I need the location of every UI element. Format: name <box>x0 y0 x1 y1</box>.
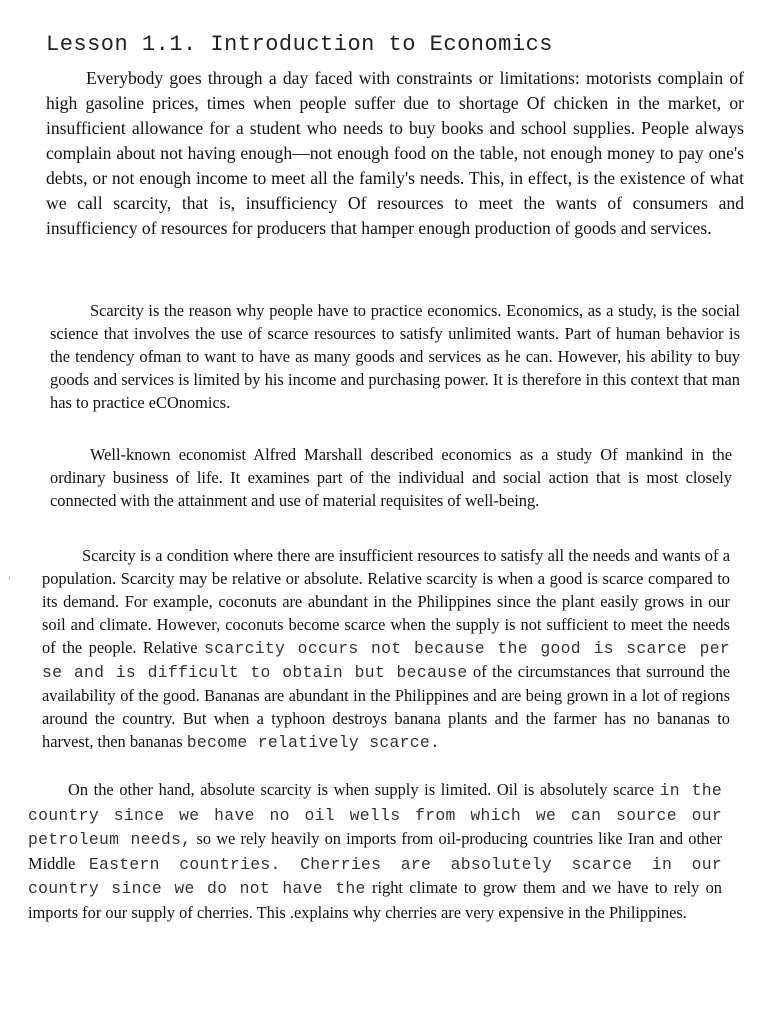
paragraph-marshall: Well-known economist Alfred Marshall described economics as a study Of mankind in the ordinary business of life. It examines part of the individual and social action that is most closely connected with the attainment and use of material requisites of well-being. <box>50 445 732 510</box>
absolute-scarcity-text-d: Eastern countries. Cherries are absolutely scarce in our country since we do not have the <box>28 854 722 899</box>
paragraph-absolute-scarcity <box>28 778 722 925</box>
paragraph-relative-scarcity <box>42 544 730 754</box>
stray-mark: ' <box>8 576 11 587</box>
absolute-scarcity-text-b: in the country since we have no oil wells from which we can source our petroleum needs, <box>28 781 722 850</box>
absolute-scarcity-text-e: right climate to grow them and we have to rely on imports for our supply of cherries. This <box>28 878 722 922</box>
relative-scarcity-text-d: become relatively scarce. <box>186 733 441 752</box>
paragraph-intro: Everybody goes through a day faced with constraints or limitations: motorists complain of high gasoline prices, times when people suffer due to shortage Of chicken in the market, or insufficient allowance for a student who needs to buy books and school supplies. People always complain about not having enough—not enough food on the table, not enough money to pay one's debts, or not enough income to meet all the family's needs. This, in effect, is the existence of what we call scarcity, that is, insufficiency Of resources to meet the wants of consumers and insufficiency of resources for producers that hamper enough production of goods and services. <box>46 68 744 238</box>
relative-scarcity-text-b: scarcity occurs not because the good is scarce per se and is difficult to obtain but because <box>42 639 730 682</box>
absolute-scarcity-text-f: .explains why cherries are very expensive in the Philippines. <box>289 902 687 922</box>
lesson-title: Lesson 1.1. Introduction to Economics <box>46 32 553 57</box>
absolute-scarcity-text-a: On the other hand, absolute scarcity is when supply is limited. Oil is absolutely scarce <box>68 780 654 799</box>
relative-scarcity-text-c: of the circumstances that surround the availability of the good. Bananas are abundant in the Philippines and are being grown in a lot of regions around the country. But when a typhoon destroys banana plants and the farmer has no bananas to harvest, then bananas <box>42 662 730 751</box>
relative-scarcity-text-a: Scarcity is a condition where there are insufficient resources to satisfy all the needs and wants of a population. Scarcity may be relative or absolute. Relative scarcity is when a good is scarce compared to its demand. For example, coconuts are abundant in the Philippines since the plant easily grows in our soil and climate. However, coconuts become scarce when the supply is not sufficient to meet the needs of the people. Relative <box>42 546 730 657</box>
paragraph-scarcity-reason: Scarcity is the reason why people have to practice economics. Economics, as a study, is the social science that involves the use of scarce resources to satisfy unlimited wants. Part of human behavior is the tendency ofman to want to have as many goods and services as he can. However, his ability to buy goods and services is limited by his income and purchasing power. It is therefore in this context that man has to practice eCOnomics. <box>50 301 740 412</box>
absolute-scarcity-text-c: so we rely heavily on imports from oil-producing countries like Iran and other Middle <box>28 829 722 873</box>
